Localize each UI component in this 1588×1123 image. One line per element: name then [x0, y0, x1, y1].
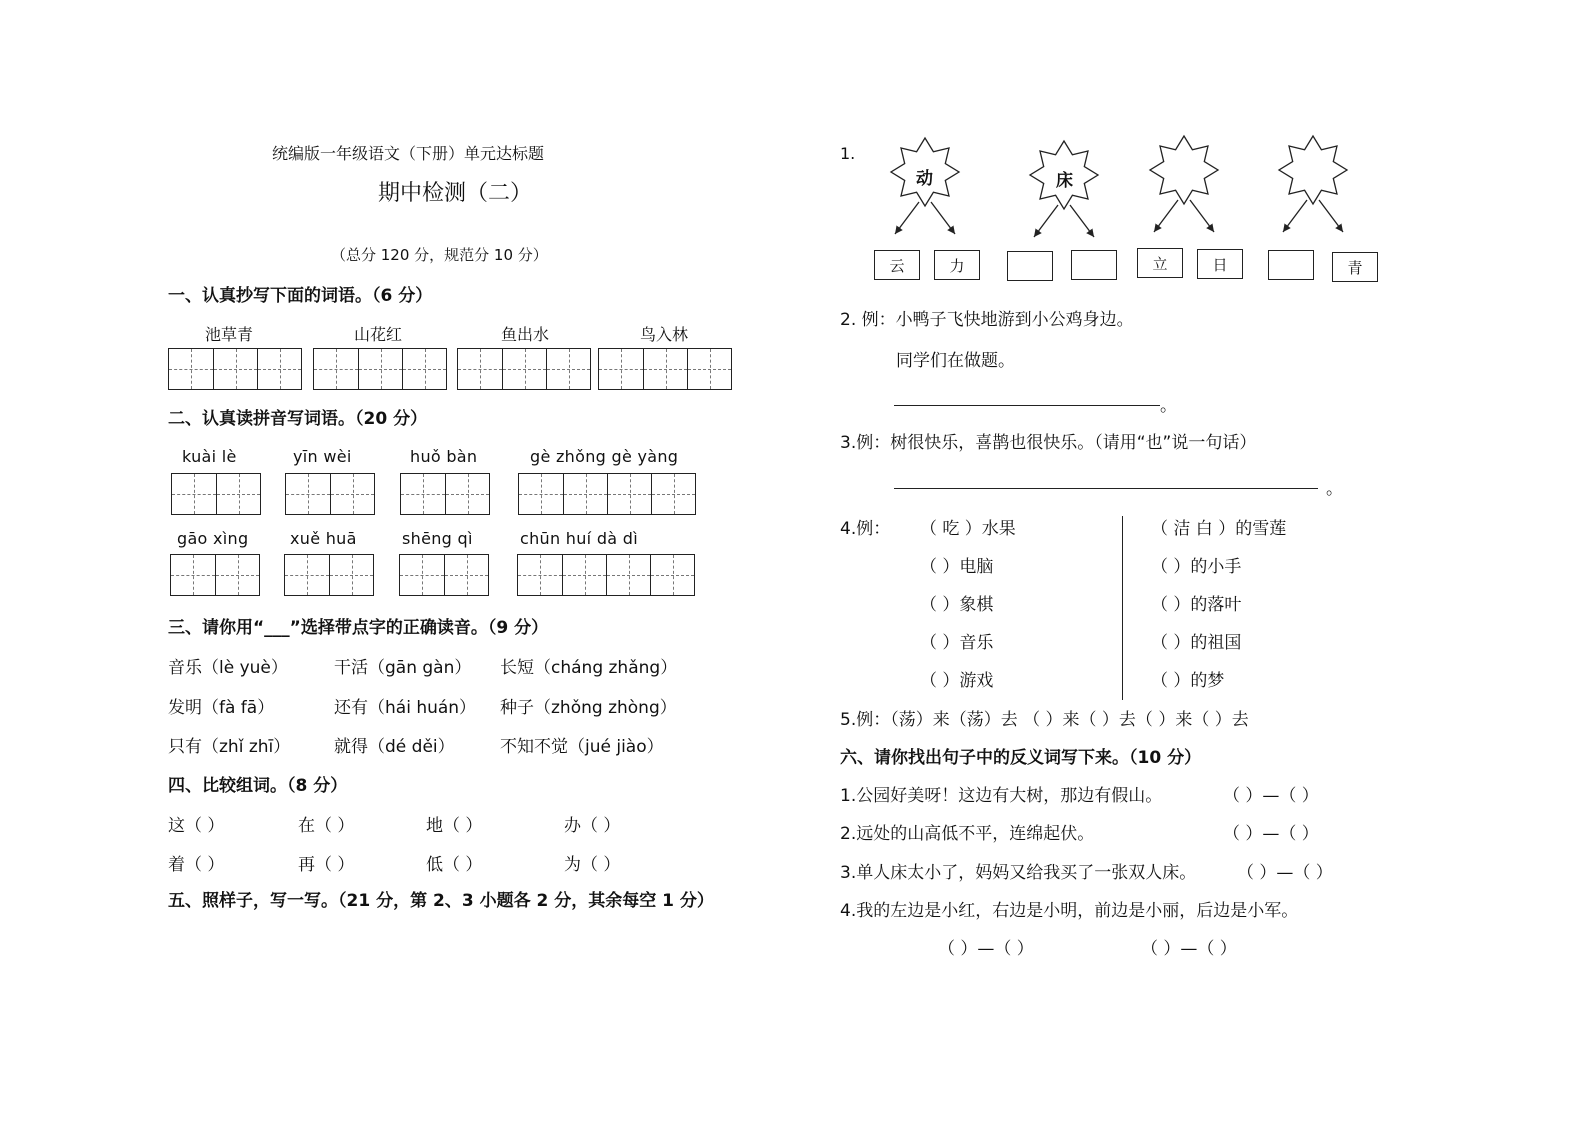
- q2-end-period: 。: [1160, 396, 1177, 416]
- writing-grid[interactable]: [518, 473, 696, 515]
- arrow: [1319, 200, 1343, 232]
- section-3-heading: 三、请你用“___”选择带点字的正确读音。（9 分）: [168, 618, 549, 638]
- q4-left-item[interactable]: （ ）游戏: [920, 671, 994, 691]
- star-shape: [1279, 136, 1347, 204]
- q3-end-period: 。: [1326, 479, 1343, 499]
- antonym-blank[interactable]: （ ）—（ ）: [1141, 939, 1237, 959]
- antonym-blank[interactable]: （ ）—（ ）: [1237, 863, 1333, 883]
- q4-label: 4.例：: [840, 519, 891, 539]
- section-2-heading: 二、认真读拼音写词语。（20 分）: [168, 409, 428, 429]
- pinyin-label: chūn huí dà dì: [520, 529, 638, 548]
- column-divider: [1122, 516, 1123, 700]
- writing-grid[interactable]: [284, 554, 374, 596]
- writing-grid[interactable]: [517, 554, 695, 596]
- score-note: （总分 120 分，规范分 10 分）: [331, 246, 548, 264]
- page-subtitle: 统编版一年级语文（下册）单元达标题: [272, 144, 545, 163]
- character-star-diagram: [870, 130, 1390, 250]
- section-6-heading: 六、请你找出句子中的反义词写下来。（10 分）: [840, 748, 1202, 768]
- answer-line[interactable]: [894, 488, 1318, 489]
- answer-box[interactable]: 青: [1332, 252, 1378, 282]
- antonym-blank[interactable]: （ ）—（ ）: [1223, 786, 1319, 806]
- answer-box[interactable]: [1007, 251, 1053, 281]
- word-group-blank[interactable]: 低（ ）: [426, 855, 483, 875]
- pinyin-label: shēng qì: [402, 529, 473, 548]
- pinyin-label: kuài lè: [182, 447, 237, 466]
- q4-right-item[interactable]: （ 洁 白 ）的雪莲: [1151, 519, 1287, 539]
- word-group-blank[interactable]: 这（ ）: [168, 816, 225, 836]
- reading-choice[interactable]: 不知不觉（jué jiào）: [500, 737, 664, 757]
- pinyin-label: xuě huā: [290, 529, 357, 548]
- writing-grid[interactable]: [457, 348, 591, 390]
- arrow: [1190, 200, 1214, 232]
- arrow: [1034, 205, 1058, 237]
- antonym-blank[interactable]: （ ）—（ ）: [938, 939, 1034, 959]
- arrow: [895, 202, 919, 234]
- antonym-sentence: 2.远处的山高低不平，连绵起伏。: [840, 824, 1095, 844]
- antonym-sentence: 4.我的左边是小红，右边是小明，前边是小丽，后边是小军。: [840, 901, 1299, 921]
- answer-box[interactable]: 日: [1197, 249, 1243, 279]
- section-1-heading: 一、认真抄写下面的词语。（6 分）: [168, 286, 433, 306]
- writing-grid[interactable]: [285, 473, 375, 515]
- reading-choice[interactable]: 只有（zhǐ zhī）: [168, 737, 291, 757]
- antonym-sentence: 1.公园好美呀！这边有大树，那边有假山。: [840, 786, 1163, 806]
- antonym-blank[interactable]: （ ）—（ ）: [1223, 824, 1319, 844]
- arrow: [1070, 205, 1094, 237]
- q4-left-item[interactable]: （ ）音乐: [920, 633, 994, 653]
- reading-choice[interactable]: 还有（hái huán）: [334, 698, 477, 718]
- writing-grid[interactable]: [400, 473, 490, 515]
- q4-right-item[interactable]: （ ）的落叶: [1151, 595, 1242, 615]
- answer-box[interactable]: 力: [934, 250, 980, 280]
- pinyin-label: yīn wèi: [293, 447, 352, 466]
- section-4-heading: 四、比较组词。（8 分）: [168, 776, 348, 796]
- star-character: 床: [1056, 171, 1073, 191]
- copy-word-4: 鸟入林: [640, 325, 689, 344]
- copy-word-3: 鱼出水: [501, 325, 550, 344]
- star-character: 动: [916, 169, 933, 189]
- q4-right-item[interactable]: （ ）的祖国: [1151, 633, 1242, 653]
- reading-choice[interactable]: 种子（zhǒng zhòng）: [500, 698, 677, 718]
- word-group-blank[interactable]: 在（ ）: [298, 816, 355, 836]
- copy-word-2: 山花红: [354, 325, 403, 344]
- antonym-sentence: 3.单人床太小了，妈妈又给我买了一张双人床。: [840, 863, 1197, 883]
- answer-box[interactable]: 立: [1137, 248, 1183, 278]
- word-group-blank[interactable]: 办（ ）: [564, 816, 621, 836]
- writing-grid[interactable]: [598, 348, 732, 390]
- arrow: [1283, 200, 1307, 232]
- arrow: [931, 202, 955, 234]
- q4-left-item[interactable]: （ 吃 ）水果: [920, 519, 1016, 539]
- copy-word-1: 池草青: [205, 325, 254, 344]
- q2-prompt: 同学们在做题。: [896, 351, 1015, 371]
- reading-choice[interactable]: 音乐（lè yuè）: [168, 658, 288, 678]
- writing-grid[interactable]: [399, 554, 489, 596]
- pinyin-label: gè zhǒng gè yàng: [530, 447, 679, 466]
- reading-choice[interactable]: 就得（dé děi）: [334, 737, 455, 757]
- word-group-blank[interactable]: 为（ ）: [564, 855, 621, 875]
- q3-example: 3.例：树很快乐，喜鹊也很快乐。（请用“也”说一句话）: [840, 433, 1257, 453]
- answer-box[interactable]: [1268, 250, 1314, 280]
- q4-right-item[interactable]: （ ）的小手: [1151, 557, 1242, 577]
- reading-choice[interactable]: 发明（fà fā）: [168, 698, 275, 718]
- pinyin-label: huǒ bàn: [410, 447, 478, 466]
- pinyin-label: gāo xìng: [177, 529, 249, 548]
- word-group-blank[interactable]: 着（ ）: [168, 855, 225, 875]
- writing-grid[interactable]: [170, 554, 260, 596]
- q4-right-item[interactable]: （ ）的梦: [1151, 671, 1225, 691]
- answer-line[interactable]: [894, 405, 1160, 406]
- q4-left-item[interactable]: （ ）电脑: [920, 557, 994, 577]
- q1-number: 1.: [840, 144, 856, 163]
- reading-choice[interactable]: 干活（gān gàn）: [334, 658, 472, 678]
- q2-example: 2. 例：小鸭子飞快地游到小公鸡身边。: [840, 310, 1134, 330]
- star-shape: [1150, 136, 1218, 204]
- arrow: [1154, 200, 1178, 232]
- writing-grid[interactable]: [313, 348, 447, 390]
- reading-choice[interactable]: 长短（cháng zhǎng）: [500, 658, 678, 678]
- section-5-heading: 五、照样子，写一写。（21 分，第 2、3 小题各 2 分，其余每空 1 分）: [168, 891, 714, 911]
- q5-example[interactable]: 5.例：（荡）来（荡）去 （ ）来（ ）去（ ）来（ ）去: [840, 710, 1249, 730]
- answer-box[interactable]: [1071, 250, 1117, 280]
- page-title: 期中检测（二）: [378, 181, 533, 206]
- q4-left-item[interactable]: （ ）象棋: [920, 595, 994, 615]
- writing-grid[interactable]: [168, 348, 302, 390]
- word-group-blank[interactable]: 地（ ）: [426, 816, 483, 836]
- word-group-blank[interactable]: 再（ ）: [298, 855, 355, 875]
- writing-grid[interactable]: [171, 473, 261, 515]
- answer-box[interactable]: 云: [874, 250, 920, 280]
